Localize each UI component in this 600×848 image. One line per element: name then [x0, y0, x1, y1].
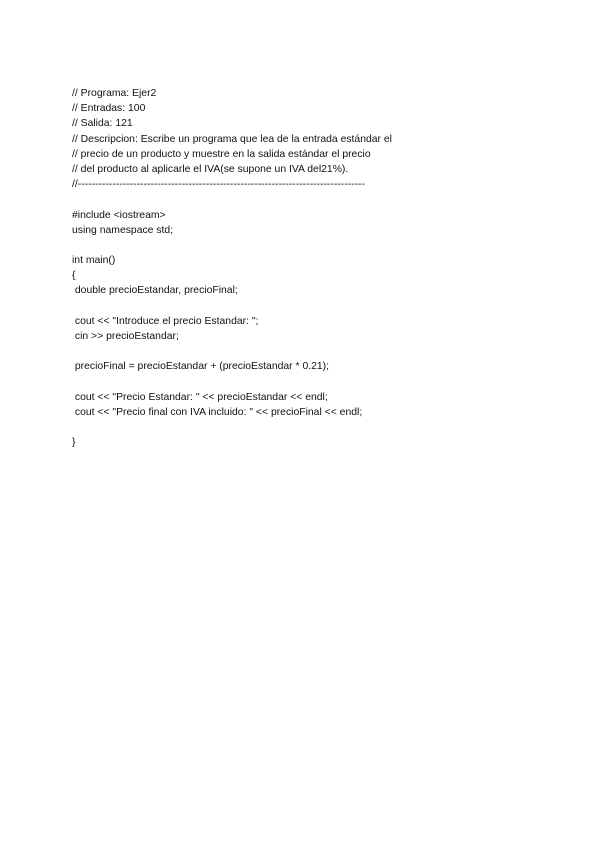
comment-description-line-3: // del producto al aplicarle el IVA(se supone un IVA del21%). [72, 163, 349, 175]
blank-line [72, 238, 552, 253]
include-directive-line: #include <iostream> [72, 209, 166, 221]
calculation-line: precioFinal = precioEstandar + (precioEstandar * 0.21); [72, 361, 330, 373]
source-code-block [72, 86, 552, 451]
variable-declaration-line: double precioEstandar, precioFinal; [72, 285, 238, 297]
blank-line [72, 299, 552, 314]
comment-description-line-1: // Descripcion: Escribe un programa que lea de la entrada estándar el [72, 133, 392, 145]
comment-program-line: // Programa: Ejer2 [72, 88, 157, 99]
print-standard-price-line: cout << "Precio Estandar: " << precioEstandar << endl; [72, 391, 328, 403]
prompt-output-line: cout << "Introduce el precio Estandar: "; [72, 315, 259, 327]
blank-line [72, 344, 552, 359]
input-read-line: cin >> precioEstandar; [72, 331, 179, 342]
comment-separator-line: //----------------------------------------------------------------------------------- [72, 179, 365, 191]
comment-description-line-2: // precio de un producto y muestre en la salida estándar el precio [72, 148, 371, 160]
blank-line [72, 420, 552, 435]
print-final-price-line: cout << "Precio final con IVA incluido: " << precioFinal << endl; [72, 406, 363, 418]
blank-line [72, 375, 552, 390]
using-namespace-line: using namespace std; [72, 224, 174, 236]
comment-output-line: // Salida: 121 [72, 118, 133, 130]
open-brace-line: { [72, 270, 76, 282]
close-brace-line: } [72, 437, 76, 449]
blank-line [72, 192, 552, 207]
comment-inputs-line: // Entradas: 100 [72, 103, 146, 115]
main-signature-line: int main() [72, 255, 116, 267]
